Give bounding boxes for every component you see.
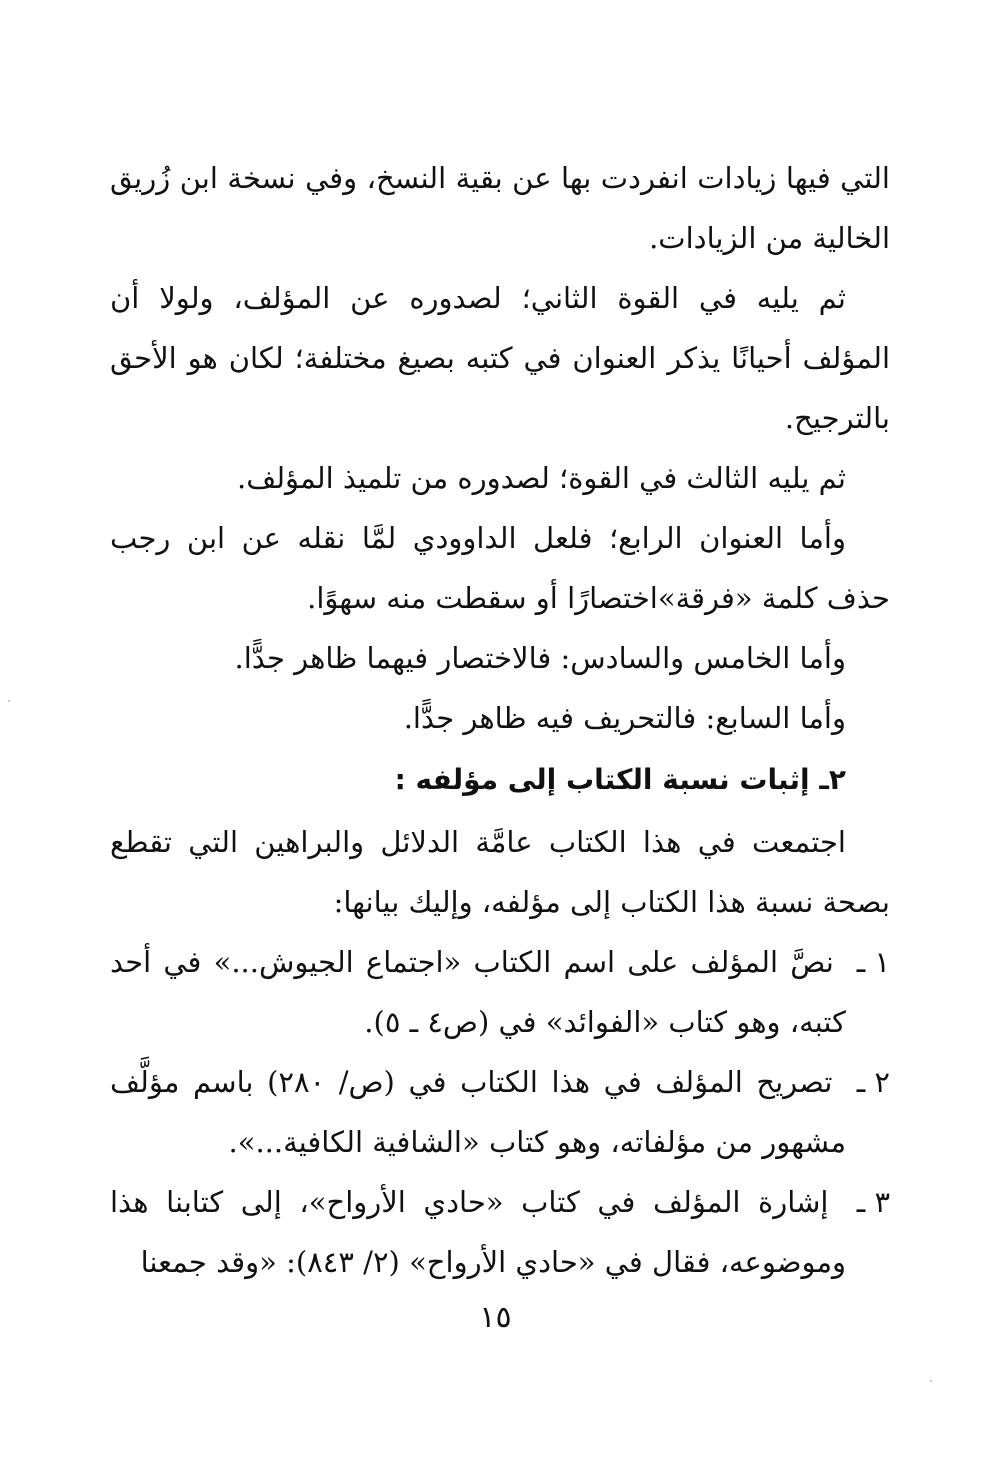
list-item bbox=[110, 1172, 890, 1292]
body-text bbox=[110, 148, 890, 1292]
page-number: ١٥ bbox=[479, 1300, 512, 1335]
scan-speck bbox=[930, 1380, 932, 1382]
list-item-text: نصَّ المؤلف على اسم الكتاب «اجتماع الجيوش...» في أحد كتبه، وهو كتاب «الفوائد» في (ص٤ ـ ٥). bbox=[110, 945, 846, 1039]
paragraph-5: وأما الخامس والسادس: فالاختصار فيهما ظاهر جدًّا. bbox=[234, 641, 846, 675]
list-item bbox=[110, 1052, 890, 1172]
section-heading: ٢ـ إثبات نسبة الكتاب إلى مؤلفه : bbox=[394, 763, 846, 796]
list-item-text: تصريح المؤلف في هذا الكتاب في (ص/ ٢٨٠) باسم مؤلَّف مشهور من مؤلفاته، وهو كتاب «الشافية الكافية...». bbox=[110, 1065, 846, 1159]
list-item bbox=[110, 932, 890, 1052]
paragraph-2: ثم يليه في القوة الثاني؛ لصدوره عن المؤلف، ولولا أن المؤلف أحيانًا يذكر العنوان في كتبه بصيغ مختلفة؛ لكان هو الأحق بالترجيح. bbox=[110, 281, 890, 435]
list-item-text: إشارة المؤلف في كتاب «حادي الأرواح»، إلى كتابنا هذا وموضوعه، فقال في «حادي الأرواح» (٢/ ٨٤٣): «وقد جمعنا bbox=[110, 1185, 846, 1279]
intro-paragraph: اجتمعت في هذا الكتاب عامَّة الدلائل والبراهين التي تقطع بصحة نسبة هذا الكتاب إلى مؤلفه، وإليك بيانها: bbox=[110, 825, 890, 919]
paragraph-4: وأما العنوان الرابع؛ فلعل الداوودي لمَّا نقله عن ابن رجب حذف كلمة «فرقة»اختصارًا أو سقطت منه سهوًا. bbox=[110, 521, 890, 615]
list-item-number: ٣ ـ bbox=[856, 1185, 891, 1219]
scan-speck bbox=[8, 700, 10, 702]
list-item-number: ٢ ـ bbox=[856, 1065, 890, 1099]
paragraph-6: وأما السابع: فالتحريف فيه ظاهر جدًّا. bbox=[403, 701, 846, 735]
list-item-number: ١ ـ bbox=[856, 945, 891, 979]
paragraph-3: ثم يليه الثالث في القوة؛ لصدوره من تلميذ المؤلف. bbox=[236, 461, 846, 495]
paragraph-1: التي فيها زيادات انفردت بها عن بقية النسخ، وفي نسخة ابن زُريق الخالية من الزيادات. bbox=[110, 161, 890, 255]
